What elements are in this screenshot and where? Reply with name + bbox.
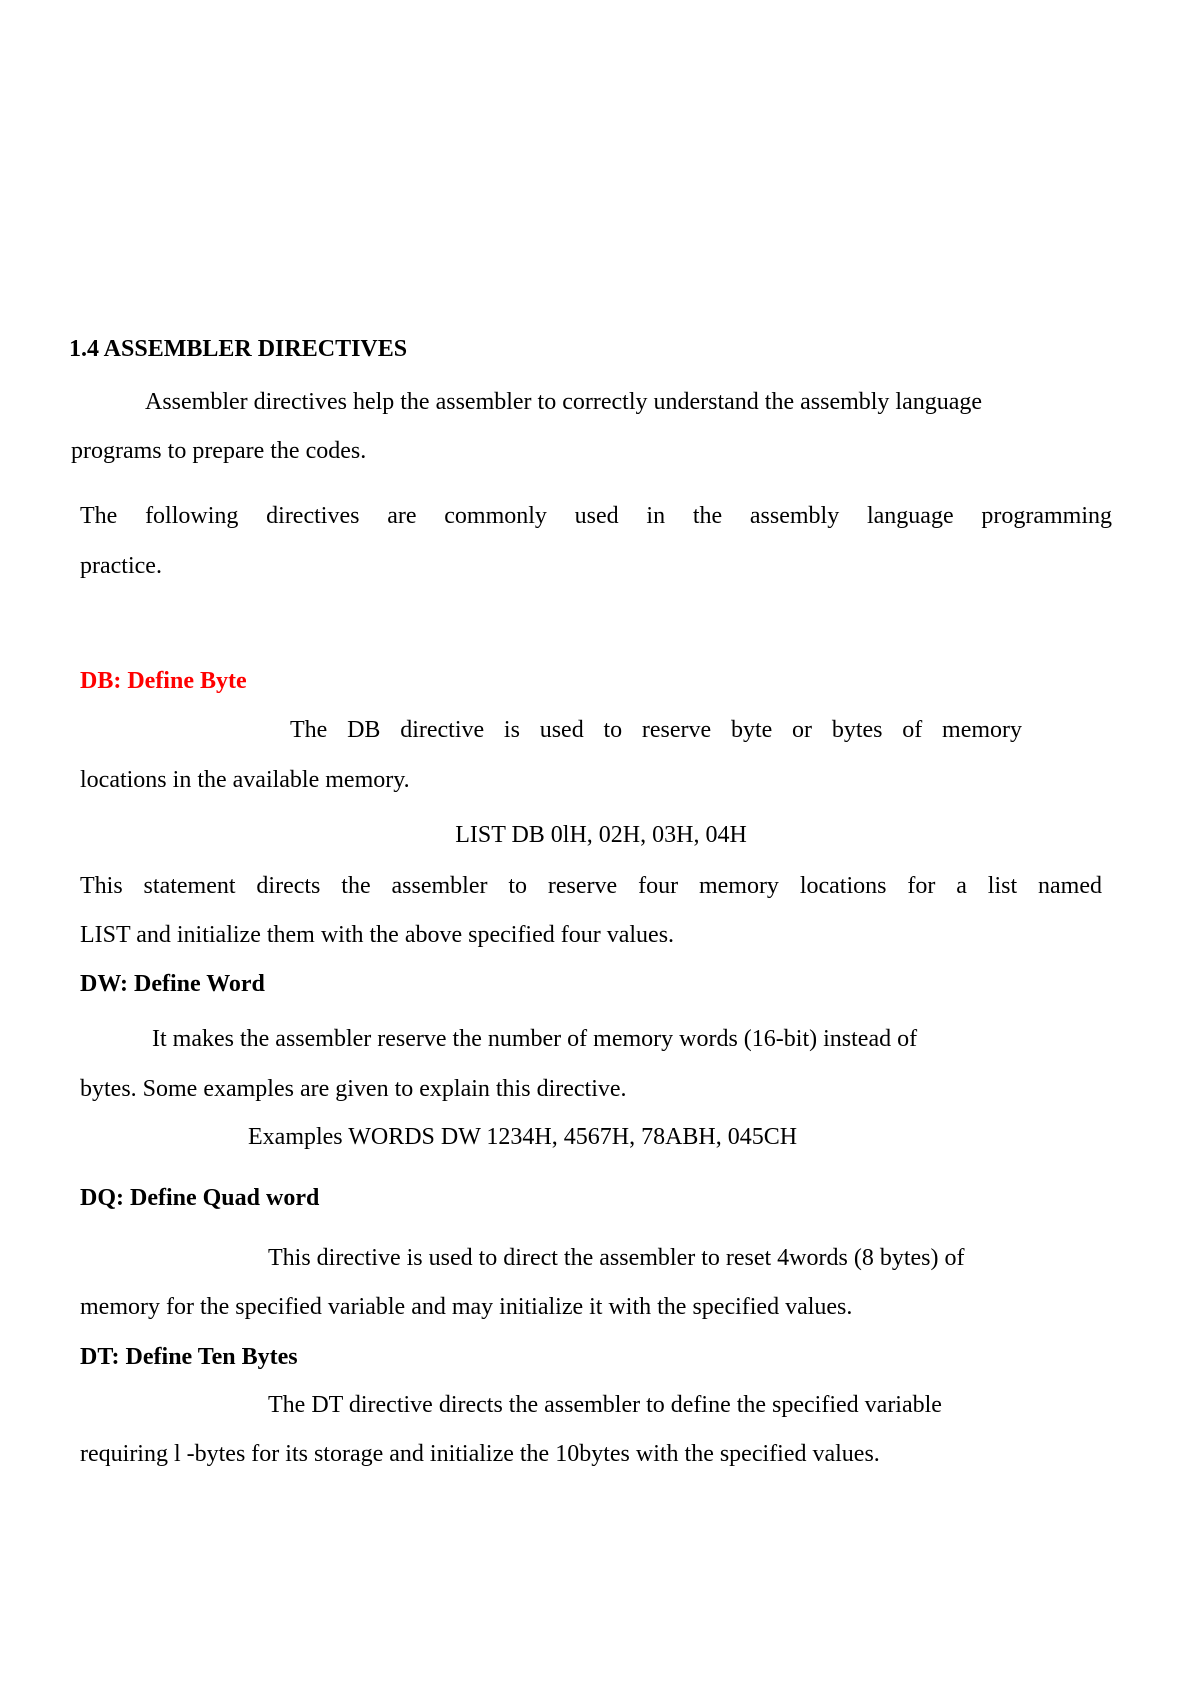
dw-heading: DW: Define Word — [80, 971, 265, 997]
db-explain-line-2: LIST and initialize them with the above specified four values. — [80, 922, 675, 948]
dw-paragraph-line-1: It makes the assembler reserve the number of memory words (16-bit) instead of — [152, 1026, 918, 1052]
db-paragraph-line-2: locations in the available memory. — [80, 767, 410, 793]
dw-paragraph-line-2: bytes. Some examples are given to explain this directive. — [80, 1076, 627, 1102]
dt-paragraph-line-1: The DT directive directs the assembler to define the specified variable — [268, 1392, 942, 1418]
db-paragraph-line-1: The DB directive is used to reserve byte or bytes of memory — [290, 717, 1022, 743]
db-explain-line-1: This statement directs the assembler to reserve four memory locations for a list named — [80, 873, 1102, 899]
dt-paragraph-line-2: requiring l -bytes for its storage and initialize the 10bytes with the specified values. — [80, 1441, 880, 1467]
dq-heading: DQ: Define Quad word — [80, 1185, 320, 1211]
intro-paragraph-line-2: programs to prepare the codes. — [71, 438, 367, 464]
following-paragraph-line-1: The following directives are commonly used in the assembly language programming — [80, 503, 1112, 529]
db-heading: DB: Define Byte — [80, 668, 247, 694]
dt-heading: DT: Define Ten Bytes — [80, 1344, 298, 1370]
following-paragraph-line-2: practice. — [80, 553, 162, 579]
intro-paragraph-line-1: Assembler directives help the assembler to correctly understand the assembly language — [145, 389, 983, 415]
dq-paragraph-line-2: memory for the specified variable and may initialize it with the specified values. — [80, 1294, 853, 1320]
section-title: 1.4 ASSEMBLER DIRECTIVES — [69, 336, 408, 362]
dq-paragraph-line-1: This directive is used to direct the assembler to reset 4words (8 bytes) of — [268, 1245, 965, 1271]
dw-example: Examples WORDS DW 1234H, 4567H, 78ABH, 045CH — [248, 1124, 798, 1150]
db-example: LIST DB 0lH, 02H, 03H, 04H — [455, 822, 747, 848]
